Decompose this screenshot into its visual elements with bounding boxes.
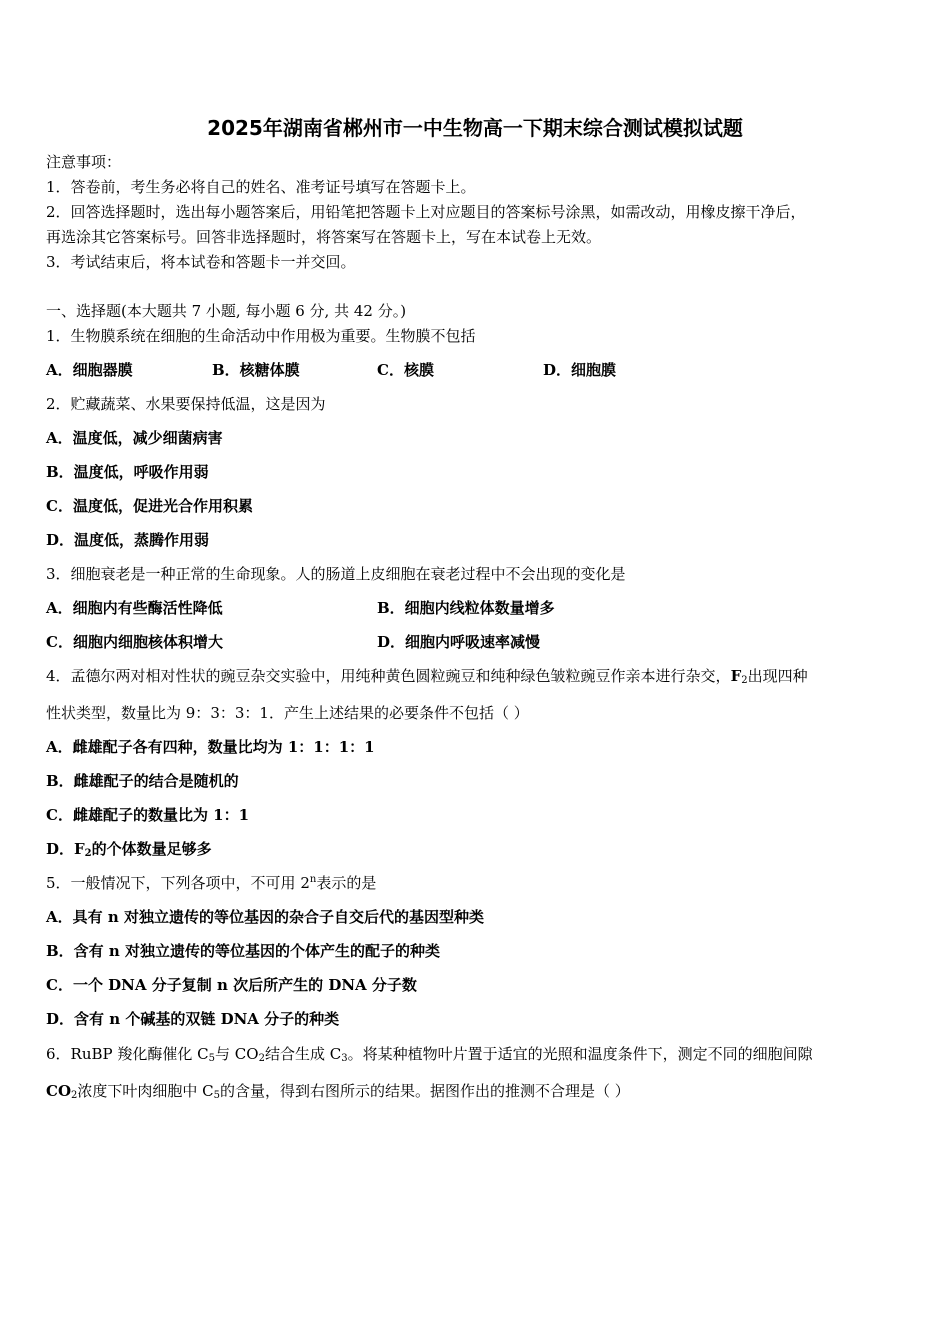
section-heading: 一、选择题(本大题共 7 小题, 每小题 6 分, 共 42 分。) <box>46 302 407 320</box>
question-4-stem-subscript: 2 <box>741 675 748 686</box>
question-4-stem-line-1 <box>46 667 808 687</box>
question-6-stem-text: 的含量，得到右图所示的结果。据图作出的推测不合理是（ ） <box>220 1082 630 1100</box>
question-6-stem-text: CO <box>46 1082 72 1100</box>
question-6-subscript: 2 <box>71 1090 78 1101</box>
notice-item: 再选涂其它答案标号。回答非选择题时，将答案写在答题卡上，写在本试卷上无效。 <box>46 228 602 246</box>
question-4-option-a: A．雌雄配子各有四种，数量比均为 1：1：1：1 <box>46 738 375 756</box>
question-6-stem-line-1 <box>46 1045 813 1065</box>
question-5-option-b: B．含有 n 对独立遗传的等位基因的个体产生的配子的种类 <box>46 942 441 960</box>
question-6-stem-text: 结合生成 C <box>264 1045 342 1063</box>
question-5-option-d: D．含有 n 个碱基的双链 DNA 分子的种类 <box>46 1010 340 1028</box>
question-5-stem-text: 表示的是 <box>316 874 377 892</box>
question-4-option-d <box>46 840 212 860</box>
notice-item: 3．考试结束后，将本试卷和答题卡一并交回。 <box>46 253 356 271</box>
question-3-option-c: C．细胞内细胞核体积增大 <box>46 633 223 651</box>
notice-item: 2．回答选择题时，选出每小题答案后，用铅笔把答题卡上对应题目的答案标号涂黑，如需改动，用橡皮擦干净后， <box>46 203 806 221</box>
question-4-option-d-text: D．F <box>46 840 85 858</box>
question-2-option-c: C．温度低，促进光合作用积累 <box>46 497 253 515</box>
question-6-stem-text: 6．RuBP 羧化酶催化 C <box>46 1045 209 1063</box>
question-4-option-d-subscript: 2 <box>84 848 92 859</box>
question-5-stem-text: 5．一般情况下，下列各项中，不可用 2 <box>46 874 310 892</box>
question-3-option-d: D．细胞内呼吸速率减慢 <box>377 633 541 651</box>
question-4-stem-text: 4．孟德尔两对相对性状的豌豆杂交实验中，用纯种黄色圆粒豌豆和纯种绿色皱粒豌豆作亲本进行杂交， <box>46 667 731 685</box>
question-5-option-a: A．具有 n 对独立遗传的等位基因的杂合子自交后代的基因型种类 <box>46 908 484 926</box>
question-2-stem: 2．贮藏蔬菜、水果要保持低温，这是因为 <box>46 395 326 413</box>
question-2-option-d: D．温度低，蒸腾作用弱 <box>46 531 210 549</box>
question-1-stem: 1．生物膜系统在细胞的生命活动中作用极为重要。生物膜不包括 <box>46 327 476 345</box>
question-3-stem: 3．细胞衰老是一种正常的生命现象。人的肠道上皮细胞在衰老过程中不会出现的变化是 <box>46 565 626 583</box>
question-4-stem-f: F <box>730 667 742 685</box>
question-4-option-d-text: 的个体数量足够多 <box>91 840 212 858</box>
question-6-stem-text: 与 CO <box>215 1045 259 1063</box>
question-6-stem-text: 浓度下叶肉细胞中 C <box>77 1082 214 1100</box>
question-6-subscript: 2 <box>258 1053 265 1064</box>
question-1-option-d: D．细胞膜 <box>543 361 617 379</box>
question-6-subscript: 3 <box>341 1053 348 1064</box>
question-5-stem-superscript: n <box>309 874 317 885</box>
question-6-subscript: 5 <box>213 1090 221 1101</box>
question-1-option-b: B．核糖体膜 <box>212 361 300 379</box>
notice-heading: 注意事项： <box>46 153 122 171</box>
question-4-option-b: B．雌雄配子的结合是随机的 <box>46 772 239 790</box>
question-1-option-c: C．核膜 <box>377 361 434 379</box>
question-3-option-a: A．细胞内有些酶活性降低 <box>46 599 223 617</box>
question-4-stem-text: 出现四种 <box>747 667 808 685</box>
page-title: 2025年湖南省郴州市一中生物高一下期末综合测试模拟试题 <box>207 116 743 140</box>
question-2-option-b: B．温度低，呼吸作用弱 <box>46 463 209 481</box>
question-3-option-b: B．细胞内线粒体数量增多 <box>377 599 555 617</box>
question-6-subscript: 5 <box>208 1053 216 1064</box>
question-4-stem-line-2: 性状类型，数量比为 9：3：3：1．产生上述结果的必要条件不包括（ ） <box>46 704 529 722</box>
question-1-option-a: A．细胞器膜 <box>46 361 133 379</box>
question-5-option-c: C．一个 DNA 分子复制 n 次后所产生的 DNA 分子数 <box>46 976 417 994</box>
question-6-stem-line-2 <box>46 1082 630 1102</box>
notice-item: 1．答卷前，考生务必将自己的姓名、准考证号填写在答题卡上。 <box>46 178 476 196</box>
question-5-stem <box>46 874 376 892</box>
question-4-option-c: C．雌雄配子的数量比为 1：1 <box>46 806 250 824</box>
question-2-option-a: A．温度低，减少细菌病害 <box>46 429 223 447</box>
question-6-stem-text: 。将某种植物叶片置于适宜的光照和温度条件下，测定不同的细胞间隙 <box>347 1045 813 1063</box>
